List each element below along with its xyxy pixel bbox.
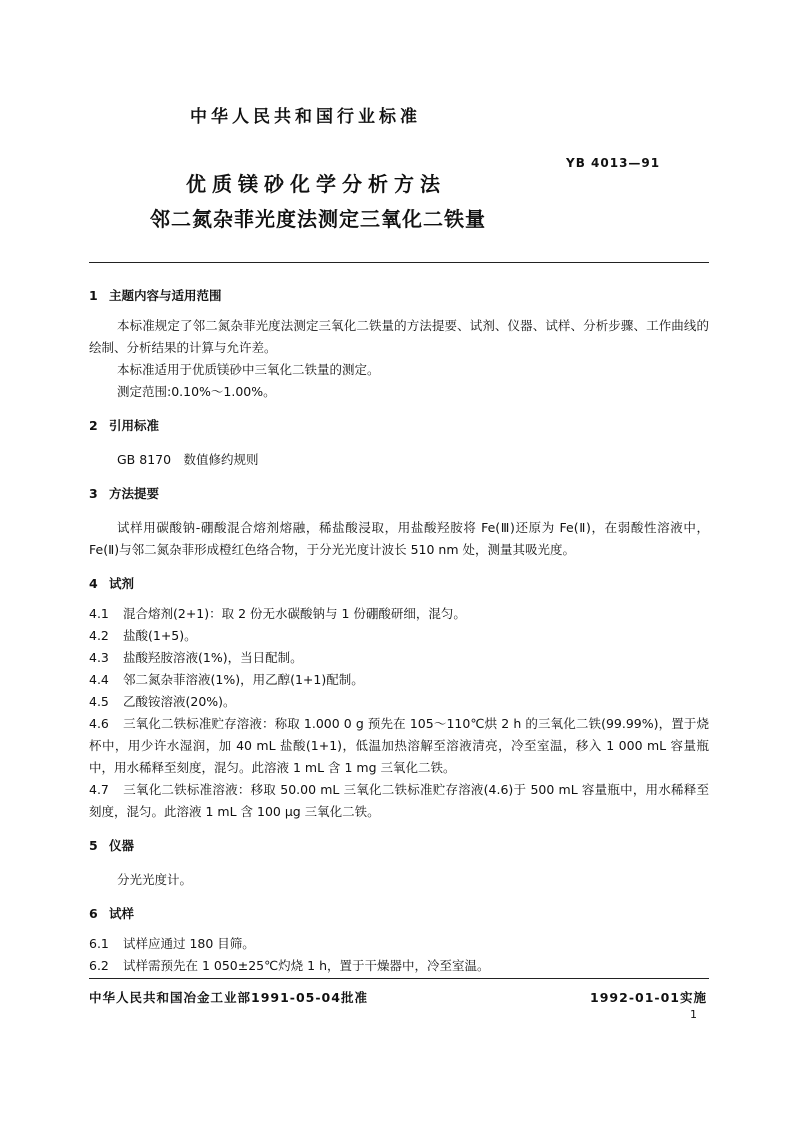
list-item (89, 669, 709, 691)
section-heading-1 (89, 285, 709, 307)
list-item (89, 933, 709, 955)
list-item (89, 955, 709, 977)
paragraph: 分光光度计。 (117, 872, 193, 887)
document-body (89, 285, 709, 977)
list-item (89, 779, 709, 823)
section-number: 3 (89, 486, 98, 501)
section-title: 仪器 (109, 838, 135, 853)
paragraph: 试样用碳酸钠-硼酸混合熔剂熔融，稀盐酸浸取，用盐酸羟胺将 Fe(Ⅲ)还原为 Fe(Ⅱ)，在弱酸性溶液中，Fe(Ⅱ)与邻二氮杂菲形成橙红色络合物，于分光光度计波长 510 nm 处，测量其吸光度。 (89, 520, 709, 557)
item-text: 试样应通过 180 目筛。 (123, 936, 255, 951)
item-number: 4.6 (89, 716, 109, 731)
paragraph: 本标准适用于优质镁砂中三氧化二铁量的测定。 (117, 362, 380, 377)
item-text: 三氧化二铁标准贮存溶液：称取 1.000 0 g 预先在 105～110℃烘 2 h 的三氧化二铁(99.99%)，置于烧杯中，用少许水湿润，加 40 mL 盐酸(1+1)，低温加热溶解至溶液清亮，冷至室温，移入 1 000 mL 容量瓶中，用水稀释至刻度，混匀。此溶液 1 mL 含 1 mg 三氧化二铁。 (89, 716, 709, 775)
item-text: 混合熔剂(2+1)：取 2 份无水碳酸钠与 1 份硼酸研细，混匀。 (123, 606, 466, 621)
item-number: 4.4 (89, 672, 109, 687)
list-item (89, 625, 709, 647)
paragraph: 本标准规定了邻二氮杂菲光度法测定三氧化二铁量的方法提要、试剂、仪器、试样、分析步骤、工作曲线的绘制、分析结果的计算与允许差。 (89, 318, 709, 355)
section-heading-6 (89, 903, 709, 925)
section-title: 主题内容与适用范围 (109, 288, 222, 303)
approval-line: 中华人民共和国冶金工业部1991-05-04批准 (89, 990, 368, 1005)
item-number: 4.3 (89, 650, 109, 665)
item-text: 三氧化二铁标准溶液：移取 50.00 mL 三氧化二铁标准贮存溶液(4.6)于 500 mL 容量瓶中，用水稀释至刻度，混匀。此溶液 1 mL 含 100 μg 三氧化二铁。 (89, 782, 709, 819)
item-number: 4.5 (89, 694, 109, 709)
item-text: 盐酸(1+5)。 (123, 628, 197, 643)
item-text: 邻二氮杂菲溶液(1%)，用乙醇(1+1)配制。 (123, 672, 364, 687)
paragraph: 测定范围:0.10%～1.00%。 (117, 384, 276, 399)
list-item (89, 713, 709, 779)
section-number: 4 (89, 576, 98, 591)
section-number: 5 (89, 838, 98, 853)
list-item (89, 603, 709, 625)
item-text: 盐酸羟胺溶液(1%)，当日配制。 (123, 650, 303, 665)
section-heading-2 (89, 415, 709, 437)
page-number: 1 (690, 1008, 697, 1021)
standard-code: YB 4013—91 (566, 156, 661, 170)
document-subtitle: 邻二氮杂菲光度法测定三氧化二铁量 (150, 207, 486, 231)
section-number: 2 (89, 418, 98, 433)
list-item (89, 647, 709, 669)
item-number: 4.7 (89, 782, 109, 797)
section-heading-3 (89, 483, 709, 505)
section-number: 1 (89, 288, 98, 303)
list-item (89, 691, 709, 713)
item-number: 4.1 (89, 606, 109, 621)
section-title: 试剂 (109, 576, 135, 591)
section-number: 6 (89, 906, 98, 921)
section-title: 试样 (109, 906, 135, 921)
item-number: 4.2 (89, 628, 109, 643)
standard-type: 中华人民共和国行业标准 (190, 107, 421, 127)
section-heading-4 (89, 573, 709, 595)
item-text: 试样需预先在 1 050±25℃灼烧 1 h，置于干燥器中，冷至室温。 (123, 958, 490, 973)
section-title: 引用标准 (109, 418, 160, 433)
paragraph: GB 8170 数值修约规则 (117, 452, 259, 467)
item-number: 6.1 (89, 936, 109, 951)
section-heading-5 (89, 835, 709, 857)
header-divider (89, 262, 709, 263)
section-title: 方法提要 (109, 486, 160, 501)
document-title: 优质镁砂化学分析方法 (186, 172, 446, 196)
item-number: 6.2 (89, 958, 109, 973)
item-text: 乙酸铵溶液(20%)。 (123, 694, 236, 709)
implementation-date: 1992-01-01实施 (590, 990, 707, 1005)
footer-divider (89, 978, 709, 979)
